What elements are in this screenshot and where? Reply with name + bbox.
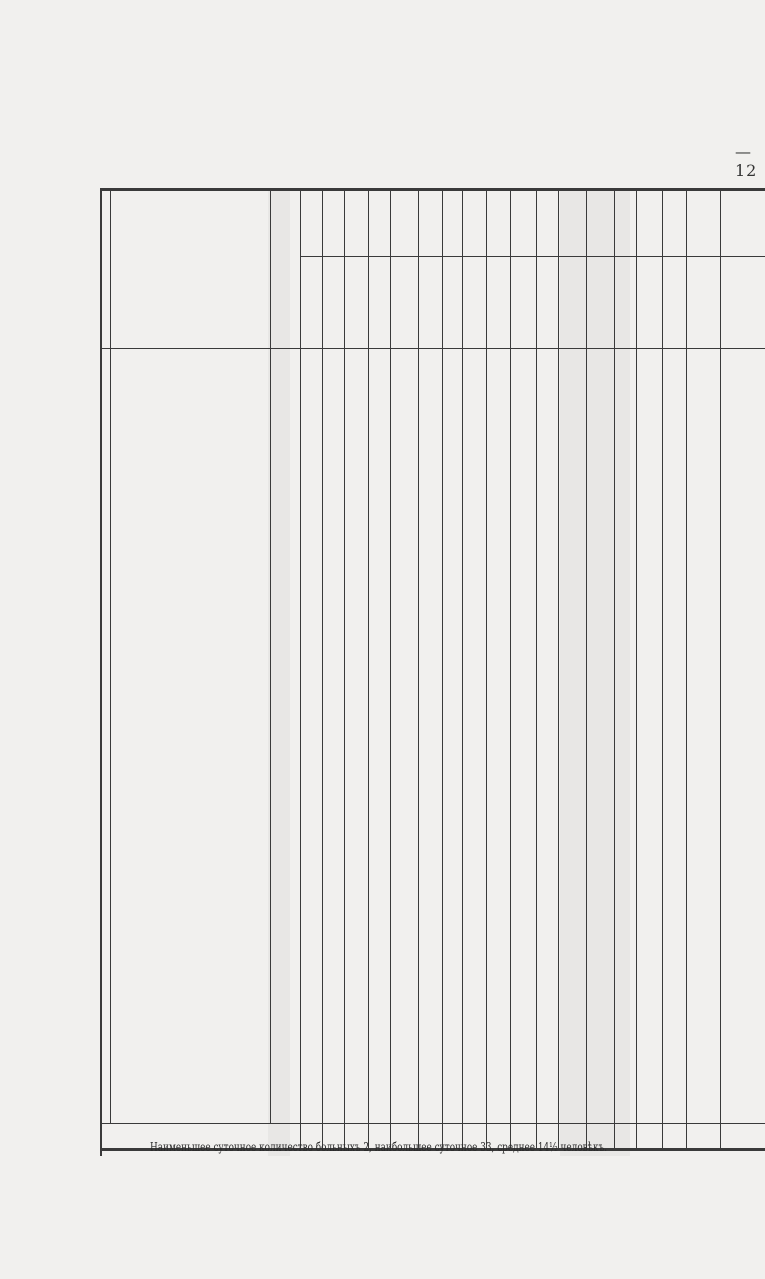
rule — [614, 188, 615, 1148]
rule — [686, 188, 687, 1148]
statistics-table — [100, 188, 765, 1156]
rule — [100, 1123, 765, 1124]
rule — [390, 188, 391, 1148]
rule — [586, 188, 587, 1148]
rule — [300, 188, 301, 1148]
rule — [510, 188, 511, 1148]
rule — [110, 188, 111, 1123]
footnote: Наименьшее суточное количество больныхъ 2, наибольшее суточное 33, среднее 14½ человѣкъ. — [150, 1140, 608, 1154]
rule — [100, 348, 765, 349]
rule — [368, 188, 369, 1148]
rule — [100, 188, 765, 191]
rule — [486, 188, 487, 1148]
rule — [100, 188, 102, 1156]
rule — [270, 188, 271, 1123]
rule — [720, 188, 721, 1148]
rule — [536, 188, 537, 1148]
page-number: —12 — [735, 142, 758, 180]
rule — [322, 188, 323, 1148]
rule — [558, 188, 559, 1148]
rule — [300, 256, 765, 257]
rule — [462, 188, 463, 1148]
rule — [662, 188, 663, 1148]
rule — [636, 188, 637, 1148]
rule — [418, 188, 419, 1148]
rule — [344, 188, 345, 1148]
rule — [442, 188, 443, 1148]
